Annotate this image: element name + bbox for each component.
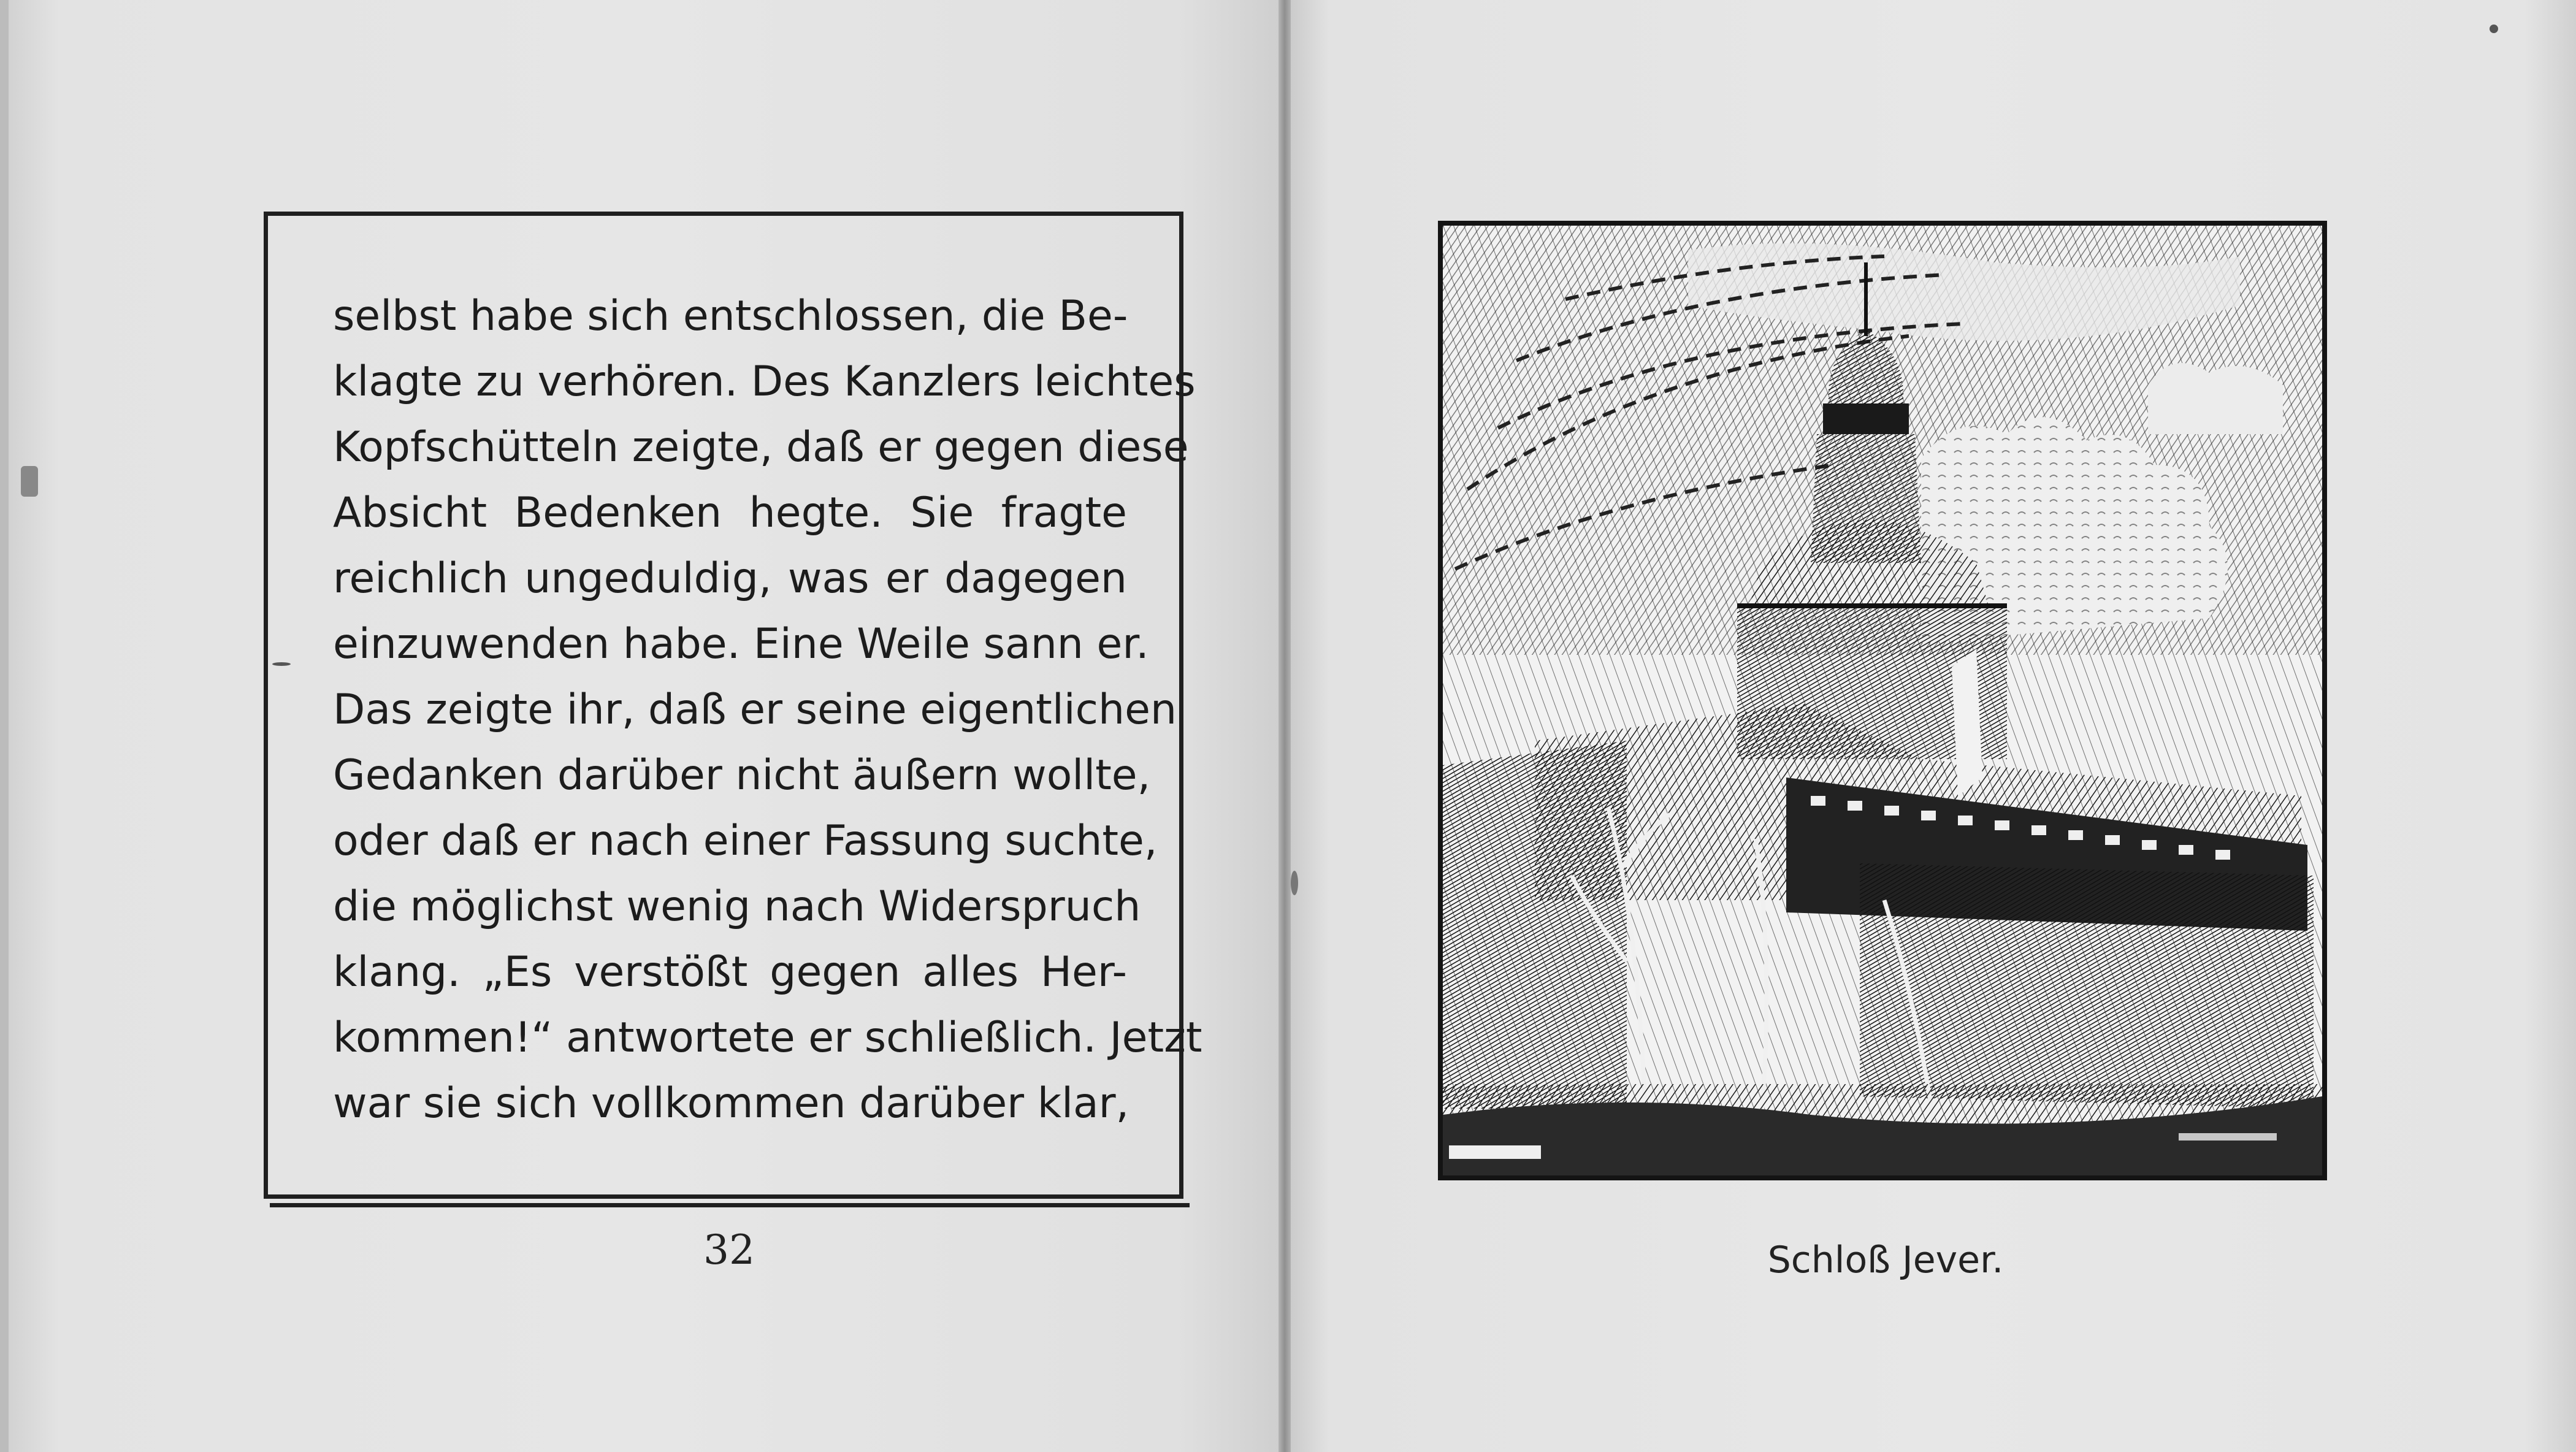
paper-speck: [1291, 871, 1298, 895]
text-line: die möglichst wenig nach Widerspruch: [333, 882, 1141, 931]
text-line: Das zeigte ihr, daß er seine eigentlichen: [333, 686, 1177, 734]
book-gutter: [1278, 0, 1291, 1452]
page-number: 32: [703, 1226, 755, 1274]
illustration-caption: Schloß Jever.: [1767, 1239, 2004, 1282]
castle-illustration: [1438, 221, 2327, 1180]
text-line: Absicht Bedenken hegte. Sie fragte: [333, 489, 1127, 537]
text-line: einzuwenden habe. Eine Weile sann er.: [333, 620, 1149, 668]
paper-speck: [2490, 25, 2498, 33]
text-line: war sie sich vollkommen darüber klar,: [333, 1079, 1129, 1128]
text-line: oder daß er nach einer Fassung suchte,: [333, 817, 1158, 865]
frame-rule: [270, 1203, 1190, 1207]
paper-speck: [21, 466, 38, 497]
text-line: selbst habe sich entschlossen, die Be-: [333, 292, 1128, 340]
paper-speck: [272, 662, 291, 666]
left-page: [0, 0, 1278, 1452]
castle-engraving-image: [1443, 226, 2322, 1175]
text-frame: [264, 212, 1202, 1199]
body-text: [333, 283, 1202, 1136]
text-line: Gedanken darüber nicht äußern wollte,: [333, 751, 1151, 800]
text-line: reichlich ungeduldig, was er dagegen: [333, 554, 1127, 603]
text-line: klang. „Es verstößt gegen alles Her-: [333, 948, 1127, 996]
text-line: kommen!“ antwortete er schließlich. Jetzt: [333, 1014, 1202, 1062]
text-line: Kopfschütteln zeigte, daß er gegen diese: [333, 423, 1189, 472]
text-line: klagte zu verhören. Des Kanzlers leichtes: [333, 357, 1196, 406]
